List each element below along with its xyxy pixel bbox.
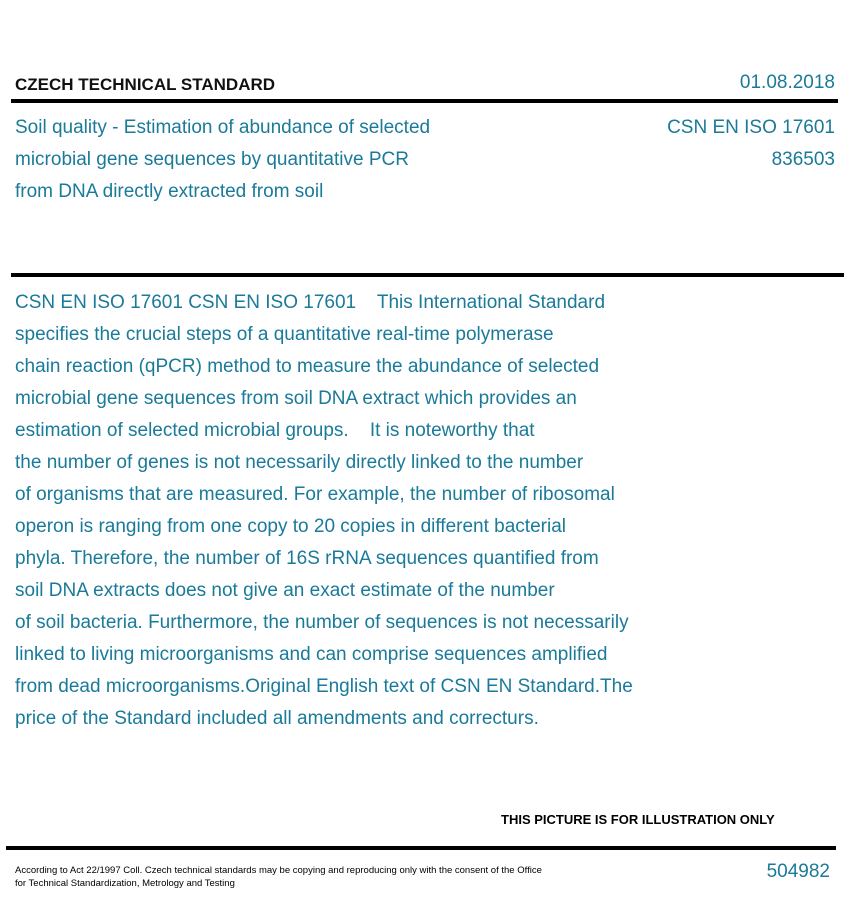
- bottom-divider: [6, 846, 836, 850]
- document-code: 504982: [766, 861, 830, 882]
- abstract-line: specifies the crucial steps of a quantitative real-time polymerase: [15, 324, 554, 345]
- middle-divider: [11, 273, 844, 277]
- abstract-line: chain reaction (qPCR) method to measure the abundance of selected: [15, 356, 600, 377]
- legal-notice-line-1: According to Act 22/1997 Coll. Czech technical standards may be copying and reproducing only with the consent of the Office: [15, 865, 542, 876]
- abstract-line: estimation of selected microbial groups. It is noteworthy that: [15, 420, 535, 441]
- abstract-line: price of the Standard included all amendments and correcturs.: [15, 708, 539, 729]
- abstract-line: of soil bacteria. Furthermore, the number of sequences is not necessarily: [15, 612, 629, 633]
- abstract-line: the number of genes is not necessarily directly linked to the number: [15, 452, 584, 473]
- standard-number: CSN EN ISO 17601: [667, 117, 835, 138]
- abstract-line: CSN EN ISO 17601 CSN EN ISO 17601 This International Standard: [15, 292, 606, 313]
- abstract-line: linked to living microorganisms and can comprise sequences amplified: [15, 644, 608, 665]
- catalog-number: 836503: [771, 149, 835, 170]
- document-category: CZECH TECHNICAL STANDARD: [15, 75, 276, 94]
- abstract-line: phyla. Therefore, the number of 16S rRNA sequences quantified from: [15, 548, 599, 569]
- top-divider: [11, 99, 838, 103]
- abstract-line: microbial gene sequences from soil DNA extract which provides an: [15, 388, 577, 409]
- legal-notice: [15, 864, 542, 890]
- abstract-line: soil DNA extracts does not give an exact estimate of the number: [15, 580, 555, 601]
- abstract-line: of organisms that are measured. For example, the number of ribosomal: [15, 484, 615, 505]
- standard-title-line-2: microbial gene sequences by quantitative PCR: [15, 149, 409, 170]
- standard-title-line-3: from DNA directly extracted from soil: [15, 181, 324, 202]
- abstract-line: from dead microorganisms.Original English text of CSN EN Standard.The: [15, 676, 633, 697]
- publication-date: 01.08.2018: [739, 72, 835, 93]
- standard-title-line-1: Soil quality - Estimation of abundance of selected: [15, 117, 431, 138]
- legal-notice-line-2: for Technical Standardization, Metrology and Testing: [15, 878, 235, 889]
- illustration-disclaimer: THIS PICTURE IS FOR ILLUSTRATION ONLY: [501, 812, 775, 827]
- abstract-line: operon is ranging from one copy to 20 copies in different bacterial: [15, 516, 566, 537]
- abstract-text: [15, 287, 775, 735]
